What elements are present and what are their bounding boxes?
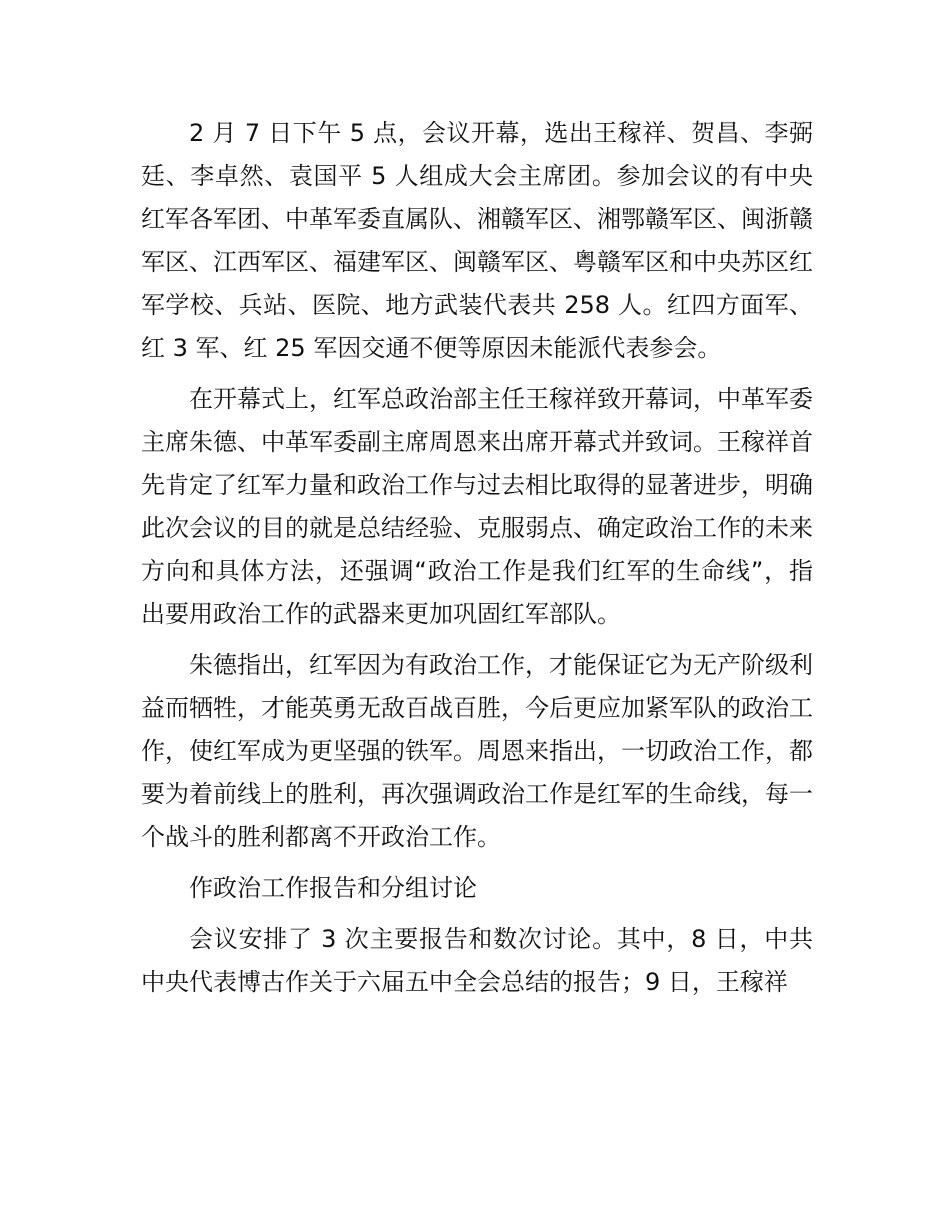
document-body (141, 112, 813, 1012)
paragraph-reports: 会议安排了 3 次主要报告和数次讨论。其中，8 日，中共中央代表博古作关于六届五中全会总结的报告；9 日，王稼祥 (141, 925, 813, 996)
paragraph-zhu-zhou-remarks: 朱德指出，红军因为有政治工作，才能保证它为无产阶级利益而牺牲，才能英勇无敌百战百胜，今后更应加紧军队的政治工作，使红军成为更坚强的铁军。周恩来指出，一切政治工作，都要为着前线上的胜利，再次强调政治工作是红军的生命线，每一个战斗的胜利都离不开政治工作。 (141, 651, 813, 851)
paragraph-opening-ceremony: 在开幕式上，红军总政治部主任王稼祥致开幕词，中革军委主席朱德、中革军委副主席周恩来出席开幕式并致词。王稼祥首先肯定了红军力量和政治工作与过去相比取得的显著进步，明确此次会议的目的就是总结经验、克服弱点、确定政治工作的未来方向和具体方法，还强调“政治工作是我们红军的生命线”，指出要用政治工作的武器来更加巩固红军部队。 (141, 385, 813, 628)
section-heading: 作政治工作报告和分组讨论 (189, 874, 477, 902)
paragraph-meeting-opening: 2 月 7 日下午 5 点，会议开幕，选出王稼祥、贺昌、李弼廷、李卓然、袁国平 5 人组成大会主席团。参加会议的有中央红军各军团、中革军委直属队、湘赣军区、湘鄂赣军区、闽浙赣军区、江西军区、福建军区、闽赣军区、粤赣军区和中央苏区红军学校、兵站、医院、地方武装代表共 258 人。红四方面军、红 3 军、红 25 军因交通不便等原因未能派代表参会。 (141, 119, 813, 362)
